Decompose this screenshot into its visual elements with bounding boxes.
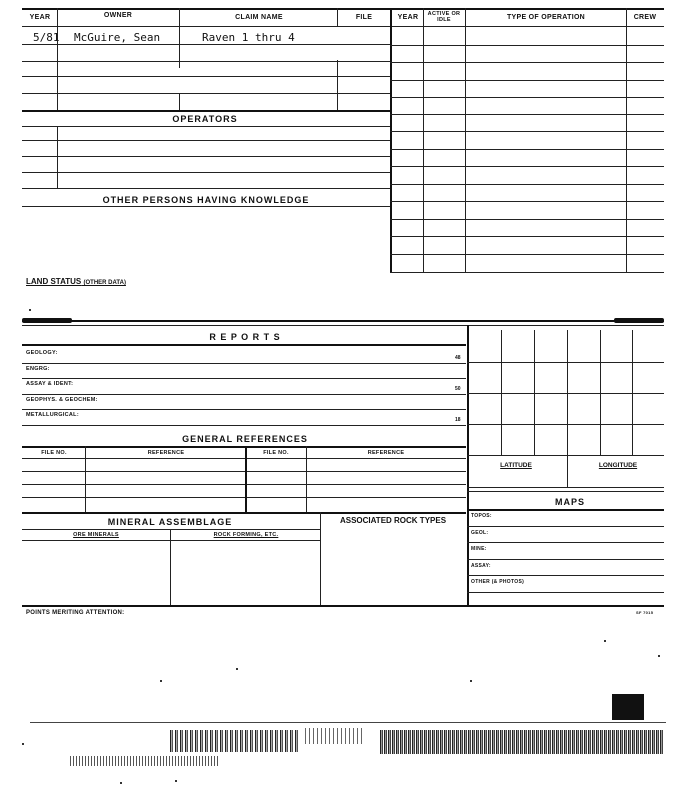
band-end-right <box>614 318 664 323</box>
row-line <box>22 344 466 346</box>
col-divider <box>170 529 171 605</box>
form-code: SF 7015 <box>636 610 654 615</box>
grid-line <box>467 424 664 425</box>
col-divider <box>306 446 307 512</box>
noise-band <box>380 730 664 754</box>
row-line <box>390 272 664 273</box>
gr-header-reference-2: REFERENCE <box>367 450 405 456</box>
col-divider <box>337 8 338 26</box>
report-row-number: 50 <box>455 386 461 392</box>
row-line <box>22 529 320 530</box>
reports-top-border-2 <box>22 325 664 326</box>
col-divider <box>423 8 424 272</box>
row-line <box>390 97 664 98</box>
grid-line <box>467 491 664 492</box>
row-line <box>390 219 664 220</box>
gr-header-reference-1: REFERENCE <box>147 450 185 456</box>
row-line <box>22 156 390 157</box>
header-line <box>22 26 664 27</box>
row-line <box>22 471 466 472</box>
row-line <box>22 140 390 141</box>
col-divider <box>467 325 469 605</box>
speck <box>160 680 162 682</box>
row-line <box>22 93 390 94</box>
speck <box>236 668 238 670</box>
noise-band <box>70 756 220 766</box>
speck <box>175 780 177 782</box>
points-meriting-attention-label: POINTS MERITING ATTENTION: <box>26 610 125 616</box>
mineral-assemblage-title: MINERAL ASSEMBLAGE <box>107 517 233 527</box>
gr-header-file-no-1: FILE NO. <box>41 450 67 456</box>
grid-line <box>467 455 664 456</box>
maps-row-label: OTHER (& PHOTOS) <box>471 579 525 585</box>
gr-header-file-no-2: FILE NO. <box>263 450 289 456</box>
row-line <box>22 61 390 62</box>
row-line <box>467 575 664 576</box>
row-line <box>22 409 466 410</box>
report-row-number: 48 <box>455 355 461 361</box>
maps-row-label: TOPOS: <box>471 513 492 519</box>
maps-title: MAPS <box>554 497 585 507</box>
row-line <box>390 131 664 132</box>
grid-line <box>467 362 664 363</box>
row-line <box>390 254 664 255</box>
noise-band <box>305 728 365 744</box>
col-divider <box>390 8 392 272</box>
operators-title: OPERATORS <box>172 114 238 124</box>
row-line <box>390 166 664 167</box>
reports-top-border <box>22 320 664 322</box>
speck <box>604 640 606 642</box>
maps-row-label: MINE: <box>471 546 487 552</box>
col-divider <box>179 8 180 68</box>
col-divider <box>179 94 180 110</box>
land-status-subtitle: (OTHER DATA) <box>83 280 126 286</box>
col-divider <box>245 446 247 512</box>
col-divider <box>337 60 338 110</box>
row-line <box>22 446 466 448</box>
col-header-type-of-operation: TYPE OF OPERATION <box>506 14 586 21</box>
row-line <box>467 592 664 593</box>
row-line <box>390 184 664 185</box>
report-row-label: GEOPHYS. & GEOCHEM: <box>26 396 98 403</box>
row-line <box>22 363 466 364</box>
row-line <box>22 512 466 514</box>
land-status-label: LAND STATUS <box>26 277 82 286</box>
report-row-number: 18 <box>455 417 461 423</box>
row-line <box>390 149 664 150</box>
row-line <box>390 236 664 237</box>
row-line <box>467 509 664 511</box>
col-header-crew: CREW <box>633 14 657 21</box>
row1-claim-name: Raven 1 thru 4 <box>202 31 295 44</box>
row-line <box>467 542 664 543</box>
row1-owner: McGuire, Sean <box>74 31 161 44</box>
col-divider <box>320 512 321 605</box>
row-line <box>22 206 390 207</box>
grid-line <box>467 393 664 394</box>
col-divider <box>57 126 58 188</box>
latitude-label: LATITUDE <box>500 462 532 469</box>
col-divider <box>626 8 627 272</box>
maps-row-label: ASSAY: <box>471 562 491 569</box>
speck <box>22 743 24 745</box>
maps-row-label: GEOL: <box>471 529 489 536</box>
row-line <box>22 458 466 459</box>
row-line <box>390 114 664 115</box>
other-persons-title: OTHER PERSONS HAVING KNOWLEDGE <box>102 195 310 205</box>
general-references-title: GENERAL REFERENCES <box>182 434 308 444</box>
report-row-label: METALLURGICAL: <box>26 412 79 418</box>
grid-line <box>467 487 664 488</box>
speck <box>658 655 660 657</box>
rock-forming-label: ROCK FORMING, ETC. <box>213 532 279 538</box>
longitude-label: LONGITUDE <box>598 462 638 469</box>
row1-year: 5/81 <box>33 31 60 44</box>
row-line <box>390 201 664 202</box>
row-line <box>22 425 466 426</box>
row-line <box>22 44 390 45</box>
land-status-title <box>26 277 126 286</box>
col-header-activity-year: YEAR <box>397 14 419 21</box>
report-row-label: ENGRG: <box>26 365 50 372</box>
row-line <box>22 172 390 173</box>
row-line <box>22 188 390 189</box>
row-line <box>467 559 664 560</box>
speck <box>29 309 31 311</box>
col-divider <box>85 446 86 512</box>
row-line <box>22 110 390 112</box>
associated-rock-types-label: ASSOCIATED ROCK TYPES <box>339 516 447 525</box>
noise-line <box>30 722 666 723</box>
row-line <box>22 394 466 395</box>
report-row-label: ASSAY & IDENT: <box>26 381 74 387</box>
bottom-border <box>22 605 664 607</box>
ore-minerals-label: ORE MINERALS <box>73 532 119 538</box>
dark-block <box>612 694 644 720</box>
col-header-active-or-idle: ACTIVE OR IDLE <box>427 11 461 23</box>
col-divider <box>567 330 568 487</box>
col-header-claim-name: CLAIM NAME <box>235 14 283 21</box>
row-line <box>22 540 320 541</box>
speck <box>120 782 122 784</box>
row-line <box>22 126 390 127</box>
row-line <box>390 62 664 63</box>
col-header-owner: OWNER <box>103 12 133 19</box>
reports-title: R E P O R T S <box>209 332 281 342</box>
row-line <box>22 497 466 498</box>
noise-band <box>170 730 300 752</box>
col-header-year: YEAR <box>29 14 51 21</box>
col-divider <box>57 8 58 110</box>
col-divider <box>465 8 466 272</box>
row-line <box>22 484 466 485</box>
row-line <box>22 76 390 77</box>
row-line <box>467 526 664 527</box>
top-border <box>22 8 664 10</box>
col-header-file: FILE <box>355 14 373 21</box>
row-line <box>390 80 664 81</box>
row-line <box>22 378 466 379</box>
report-row-label: GEOLOGY: <box>26 350 58 356</box>
speck <box>470 680 472 682</box>
row-line <box>390 45 664 46</box>
